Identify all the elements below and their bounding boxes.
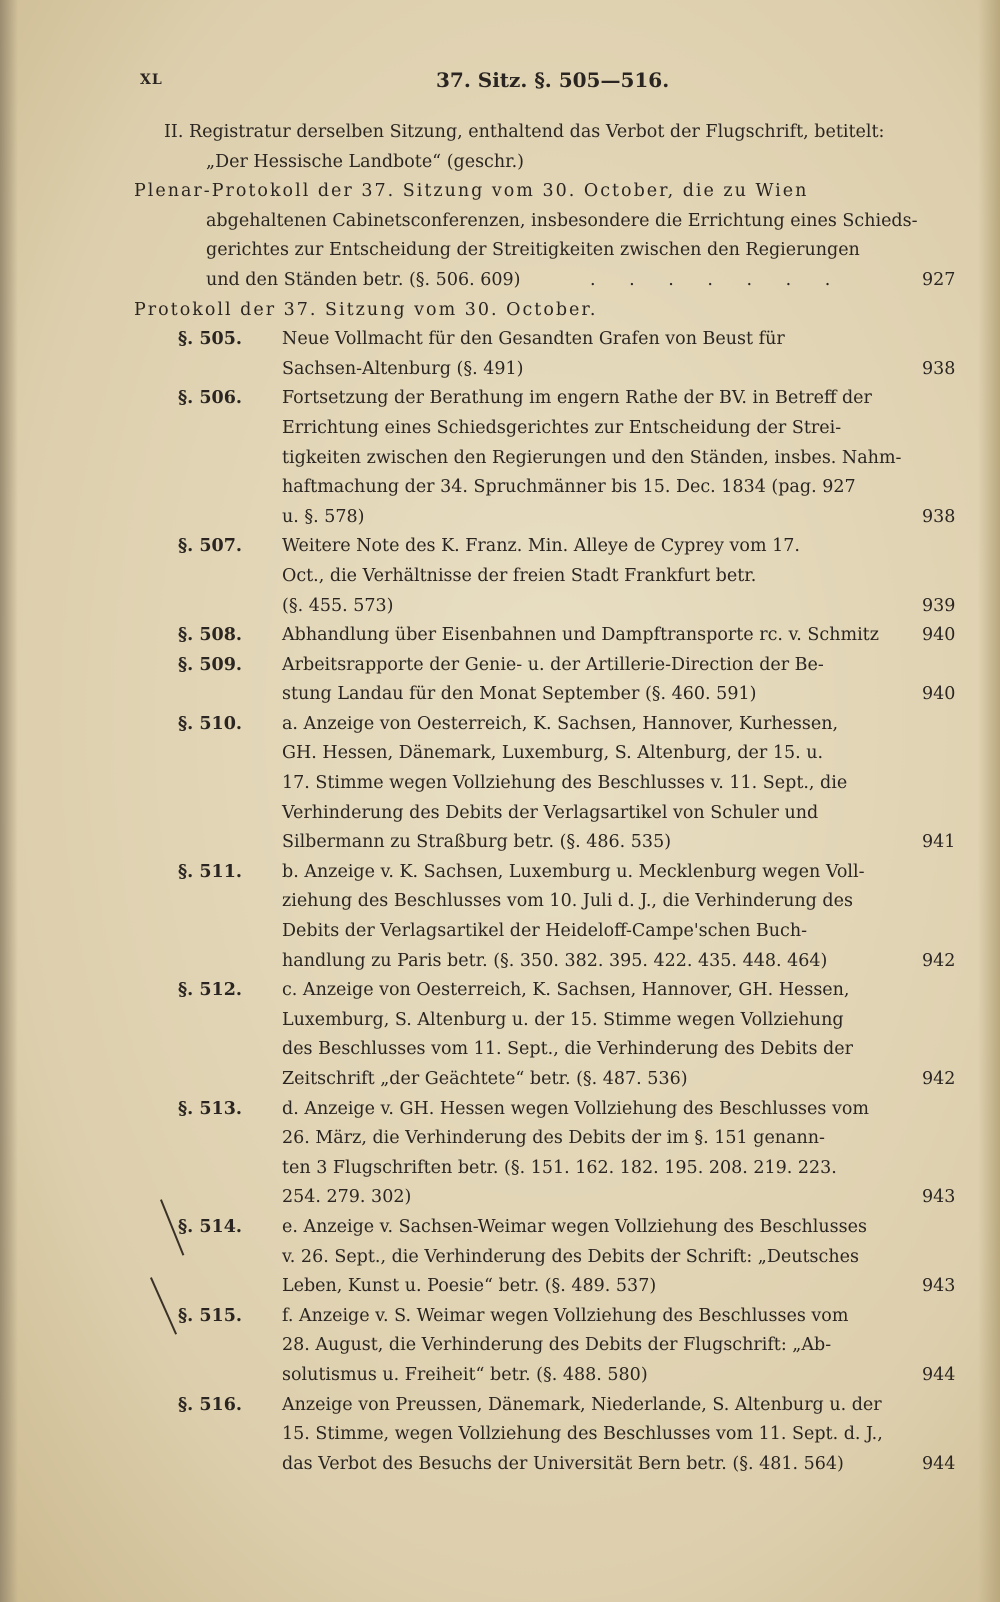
page-reference: 942 — [922, 950, 956, 971]
section-number: §. 513. — [178, 1098, 242, 1119]
entry-line — [0, 710, 1000, 740]
entry-line — [0, 976, 1000, 1006]
section-number: §. 506. — [178, 388, 242, 409]
section-number: §. 510. — [178, 713, 242, 734]
entry-text: Anzeige von Preussen, Dänemark, Niederlande, S. Altenburg u. der — [282, 1394, 882, 1415]
entry-text: Weitere Note des K. Franz. Min. Alleye de Cyprey vom 17. — [282, 536, 800, 557]
entry-line — [0, 473, 1000, 503]
entry-line — [0, 799, 1000, 829]
entry-line — [0, 1243, 1000, 1273]
page-reference: 942 — [922, 1069, 956, 1089]
entry-text: Verhinderung des Debits der Verlagsartikel von Schuler und — [282, 802, 819, 823]
entry-line — [0, 503, 1000, 533]
entry-line — [0, 1391, 1000, 1421]
entry-line — [0, 355, 1000, 385]
entry-text: haftmachung der 34. Spruchmänner bis 15. Dec. 1834 (pag. 927 — [282, 477, 856, 498]
section-number: §. 512. — [178, 980, 242, 1001]
entry-text: e. Anzeige v. Sachsen-Weimar wegen Vollziehung des Beschlusses — [282, 1216, 867, 1237]
entry-line — [0, 1124, 1000, 1154]
protokoll-heading: Protokoll der 37. Sitzung vom 30. October. — [134, 299, 598, 320]
entry-text: das Verbot des Besuchs der Universität Bern betr. (§. 481. 564) — [282, 1453, 844, 1474]
entry-text: Errichtung eines Schiedsgerichtes zur Entscheidung der Strei- — [282, 417, 842, 438]
entry-line — [0, 769, 1000, 799]
entry-text: ziehung des Beschlusses vom 10. Juli d. J., die Verhinderung des — [282, 891, 853, 912]
entry-text: ten 3 Flugschriften betr. (§. 151. 162. 182. 195. 208. 219. 223. — [282, 1157, 837, 1178]
entry-text: (§. 455. 573) — [282, 595, 394, 616]
entry-text: solutismus u. Freiheit“ betr. (§. 488. 580) — [282, 1364, 648, 1385]
entry-text: 254. 279. 302) — [282, 1187, 412, 1208]
entry-text: Arbeitsrapporte der Genie- u. der Artillerie-Direction der Be- — [282, 654, 824, 675]
entry-text: Fortsetzung der Berathung im engern Rathe der BV. in Betreff der — [282, 388, 872, 409]
entry-text: b. Anzeige v. K. Sachsen, Luxemburg u. Mecklenburg wegen Voll- — [282, 861, 865, 882]
entry-line — [0, 917, 1000, 947]
folio-number: XL — [140, 72, 163, 88]
entry-text: Silbermann zu Straßburg betr. (§. 486. 535) — [282, 832, 672, 853]
entry-line — [0, 1006, 1000, 1036]
entry-text: Sachsen-Altenburg (§. 491) — [282, 358, 524, 379]
entry-line — [0, 1213, 1000, 1243]
entry-line — [0, 887, 1000, 917]
plenar-line: abgehaltenen Cabinetsconferenzen, insbesondere die Errichtung eines Schieds- — [206, 210, 918, 231]
page-reference: 941 — [922, 832, 956, 853]
section-number: §. 515. — [178, 1305, 242, 1326]
entry-line — [0, 1302, 1000, 1332]
table-of-contents — [0, 118, 1000, 1479]
plenar-heading: Plenar-Protokoll der 37. Sitzung vom 30. October, die zu Wien — [134, 181, 809, 202]
entry-text: 28. August, die Verhinderung des Debits der Flugschrift: „Ab- — [282, 1335, 832, 1356]
entry-line — [0, 1154, 1000, 1184]
entry-line — [0, 1095, 1000, 1125]
page-header — [0, 68, 1000, 98]
page-reference: 938 — [922, 358, 956, 379]
entry-line — [0, 592, 1000, 622]
entry-line — [0, 947, 1000, 977]
entry-text: GH. Hessen, Dänemark, Luxemburg, S. Altenburg, der 15. u. — [282, 743, 824, 764]
entry-text: a. Anzeige von Oesterreich, K. Sachsen, Hannover, Kurhessen, — [282, 713, 839, 734]
entry-text: des Beschlusses vom 11. Sept., die Verhinderung des Debits der — [282, 1039, 853, 1060]
entry-text: d. Anzeige v. GH. Hessen wegen Vollziehung des Beschlusses vom — [282, 1098, 869, 1119]
entry-list — [0, 325, 1000, 1479]
entry-text: Luxemburg, S. Altenburg u. der 15. Stimme wegen Vollziehung — [282, 1009, 844, 1030]
entry-text: c. Anzeige von Oesterreich, K. Sachsen, Hannover, GH. Hessen, — [282, 980, 850, 1001]
page-reference: 940 — [922, 625, 956, 646]
entry-line — [0, 325, 1000, 355]
registratur-title: „Der Hessische Landbote“ (geschr.) — [206, 151, 524, 172]
entry-line — [0, 384, 1000, 414]
entry-line — [0, 651, 1000, 681]
entry-text: 17. Stimme wegen Vollziehung des Beschlusses v. 11. Sept., die — [282, 773, 848, 794]
entry-line — [0, 1331, 1000, 1361]
entry-text: stung Landau für den Monat September (§. 460. 591) — [282, 684, 757, 705]
running-title: 37. Sitz. §. 505—516. — [436, 68, 670, 92]
entry-line — [0, 739, 1000, 769]
entry-text: Zeitschrift „der Geächtete“ betr. (§. 487. 536) — [282, 1069, 688, 1089]
entry-text: Debits der Verlagsartikel der Heideloff-Campe'schen Buch- — [282, 921, 808, 942]
entry-line — [0, 1065, 1000, 1095]
entry-line — [0, 1420, 1000, 1450]
plenar-line: und den Ständen betr. (§. 506. 609) — [206, 269, 521, 290]
page-reference: 939 — [922, 595, 956, 616]
entry-line — [0, 1450, 1000, 1480]
entry-line — [0, 1183, 1000, 1213]
entry-text: 15. Stimme, wegen Vollziehung des Beschlusses vom 11. Sept. d. J., — [282, 1424, 883, 1445]
entry-line — [0, 444, 1000, 474]
section-number: §. 516. — [178, 1394, 242, 1415]
page-reference: 944 — [922, 1453, 956, 1474]
entry-text: 26. März, die Verhinderung des Debits der im §. 151 genann- — [282, 1128, 825, 1149]
entry-text: v. 26. Sept., die Verhinderung des Debits der Schrift: „Deutsches — [282, 1246, 859, 1267]
entry-text: Oct., die Verhältnisse der freien Stadt Frankfurt betr. — [282, 565, 757, 586]
entry-line — [0, 562, 1000, 592]
section-number: §. 514. — [178, 1216, 242, 1237]
entry-line — [0, 1361, 1000, 1391]
entry-line — [0, 828, 1000, 858]
leader-dots: . . . . . . . — [590, 269, 845, 290]
entry-line — [0, 532, 1000, 562]
page-reference: 940 — [922, 684, 956, 705]
section-number: §. 511. — [178, 861, 242, 882]
plenar-line: gerichtes zur Entscheidung der Streitigkeiten zwischen den Regierungen — [206, 240, 860, 261]
entry-line — [0, 414, 1000, 444]
registratur-line: II. Registratur derselben Sitzung, enthaltend das Verbot der Flugschrift, betitelt: — [164, 122, 885, 142]
entry-text: tigkeiten zwischen den Regierungen und den Ständen, insbes. Nahm- — [282, 447, 902, 468]
page-reference: 943 — [922, 1276, 956, 1297]
entry-text: f. Anzeige v. S. Weimar wegen Vollziehung des Beschlusses vom — [282, 1305, 849, 1326]
page-reference: 927 — [922, 269, 956, 290]
page-reference: 944 — [922, 1364, 956, 1385]
entry-text: Neue Vollmacht für den Gesandten Grafen von Beust für — [282, 329, 785, 350]
section-number: §. 507. — [178, 536, 242, 557]
entry-line — [0, 858, 1000, 888]
section-number: §. 508. — [178, 625, 242, 646]
entry-text: u. §. 578) — [282, 506, 365, 527]
entry-line — [0, 680, 1000, 710]
entry-line — [0, 621, 1000, 651]
page-reference: 938 — [922, 506, 956, 527]
section-number: §. 505. — [178, 329, 242, 350]
entry-line — [0, 1035, 1000, 1065]
entry-text: handlung zu Paris betr. (§. 350. 382. 395. 422. 435. 448. 464) — [282, 950, 828, 971]
page-reference: 943 — [922, 1187, 956, 1208]
section-number: §. 509. — [178, 654, 242, 675]
entry-text: Abhandlung über Eisenbahnen und Dampftransporte rc. v. Schmitz — [282, 625, 879, 646]
entry-text: Leben, Kunst u. Poesie“ betr. (§. 489. 537) — [282, 1276, 657, 1297]
